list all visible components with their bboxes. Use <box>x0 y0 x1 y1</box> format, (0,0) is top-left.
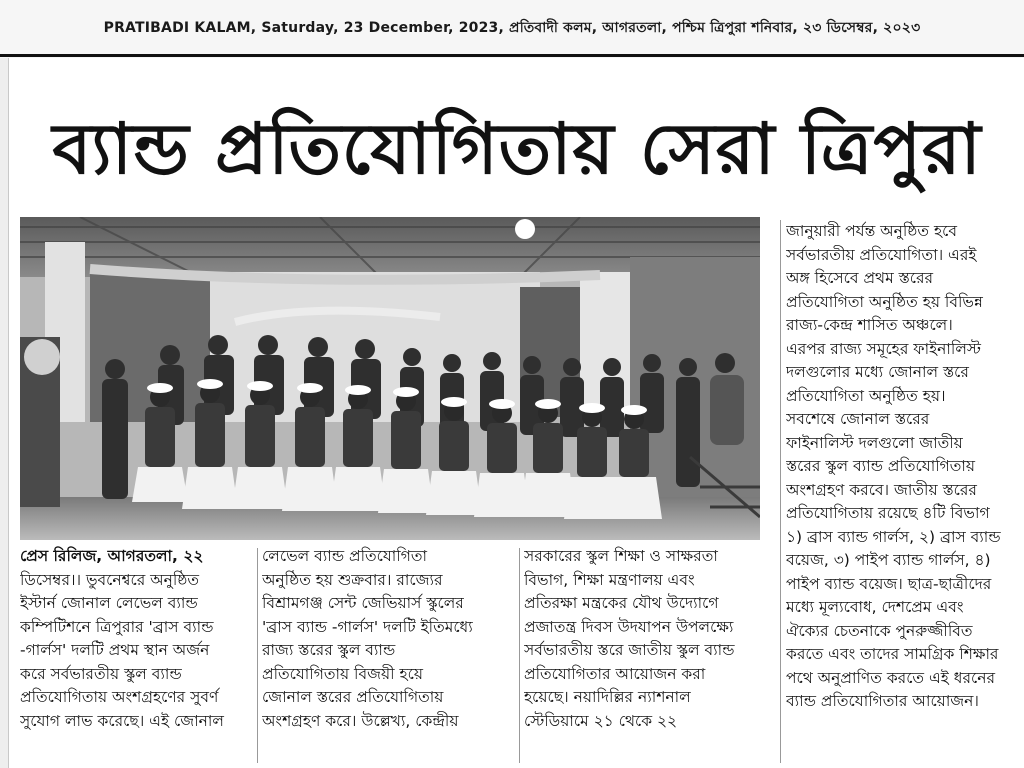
column-divider <box>257 548 258 763</box>
column-line: দলগুলোর মধ্যে জোনাল স্তরে <box>786 363 969 381</box>
news-photo <box>20 217 760 540</box>
article-column-1 <box>20 545 254 765</box>
column-line: প্রতিযোগিতায় অংশগ্রহণের সুবর্ণ <box>20 688 219 706</box>
column-line: অনুষ্ঠিত হয় শুক্রবার। রাজ্যের <box>262 570 443 589</box>
column-line: অংশগ্রহণ করে। উল্লেখ্য, কেন্দ্রীয় <box>262 711 459 730</box>
column-line: অঙ্গ হিসেবে প্রথম স্তরের <box>786 269 934 287</box>
column-line: রাজ্য-কেন্দ্র শাসিত অঞ্চলে। <box>786 316 953 334</box>
article-column-2 <box>262 545 516 765</box>
column-line: ব্যান্ড প্রতিযোগিতার আয়োজন। <box>786 692 979 710</box>
column-line: সর্বভারতীয় স্তরে জাতীয় স্কুল ব্যান্ড <box>524 641 735 659</box>
column-line: প্রজাতন্ত্র দিবস উদযাপন উপলক্ষ্যে <box>524 617 734 636</box>
column-line: বয়েজ, ৩) পাইপ ব্যান্ড গার্লস, ৪) <box>786 551 991 569</box>
column-line: হয়েছে। নয়াদিল্লির ন্যাশনাল <box>524 688 691 706</box>
column-line: অংশগ্রহণ করবে। জাতীয় স্তরের <box>786 480 977 499</box>
column-line: রাজ্য স্তরের স্কুল ব্যান্ড <box>262 641 396 659</box>
column-line: প্রতিযোগিতায় বিজয়ী হয়ে <box>262 664 423 683</box>
column-line: এরপর রাজ্য সমূহের ফাইনালিস্ট <box>786 339 981 358</box>
column-line: প্রতিযোগিতার আয়োজন করা <box>524 664 706 683</box>
column-line: 'ব্রাস ব্যান্ড -গার্লস' দলটি ইতিমধ্যে <box>262 617 473 636</box>
column-line: বিভাগ, শিক্ষা মন্ত্রণালয় এবং <box>524 570 695 589</box>
page-left-edge <box>0 58 9 768</box>
column-divider <box>519 548 520 763</box>
masthead-rule <box>0 54 1024 57</box>
news-photo-illustration <box>20 217 760 540</box>
masthead <box>0 0 1024 58</box>
column-line: সবশেষে জোনাল স্তরের <box>786 410 930 428</box>
column-line: পথে অনুপ্রাণিত করতে এই ধরনের <box>786 668 995 687</box>
headline: ব্যান্ড প্রতিযোগিতায় সেরা ত্রিপুরা <box>52 108 982 190</box>
column-line: ডিসেম্বর।। ভুবনেশ্বরে অনুষ্ঠিত <box>20 570 200 589</box>
column-line: ১) ব্রাস ব্যান্ড গার্লস, ২) ব্রাস ব্যান্ড <box>786 527 1001 546</box>
column-line: জোনাল স্তরের প্রতিযোগিতায় <box>262 688 444 706</box>
column-line: -গার্লস' দলটি প্রথম স্থান অর্জন <box>20 641 210 659</box>
column-line: করে সর্বভারতীয় স্কুল ব্যান্ড <box>20 664 182 683</box>
column-line: কম্পিটিশনে ত্রিপুরার 'ব্রাস ব্যান্ড <box>20 617 214 636</box>
column-line: স্তরের স্কুল ব্যান্ড প্রতিযোগিতায় <box>786 457 976 475</box>
column-line: প্রতিযোগিতা অনুষ্ঠিত হয়। <box>786 386 946 405</box>
column-line: লেভেল ব্যান্ড প্রতিযোগিতা <box>262 547 428 565</box>
column-line: প্রতিরক্ষা মন্ত্রকের যৌথ উদ্যোগে <box>524 594 719 612</box>
column-divider <box>780 220 781 763</box>
article-column-3 <box>524 545 776 765</box>
column-line: প্রতিযোগিতায় রয়েছে ৪টি বিভাগ <box>786 504 990 522</box>
column-line: ফাইনালিস্ট দলগুলো জাতীয় <box>786 433 963 452</box>
column-line: সর্বভারতীয় প্রতিযোগিতা। এরই <box>786 245 977 264</box>
column-line: বিশ্রামগঞ্জ সেন্ট জেভিয়ার্স স্কুলের <box>262 594 464 612</box>
column-line: স্টেডিয়ামে ২১ থেকে ২২ <box>524 711 678 730</box>
photo-light <box>515 219 535 239</box>
column-line: জানুয়ারী পর্যন্ত অনুষ্ঠিত হবে <box>786 222 957 240</box>
column-line: পাইপ ব্যান্ড বয়েজ। ছাত্র-ছাত্রীদের <box>786 574 992 593</box>
article-column-right <box>786 220 1012 760</box>
column-line: ঐক্যের চেতনাকে পুনরুজ্জীবিত <box>786 621 973 640</box>
column-line: সরকারের স্কুল শিক্ষা ও সাক্ষরতা <box>524 547 718 565</box>
column-line: ইস্টার্ন জোনাল লেভেল ব্যান্ড <box>20 594 198 612</box>
column-line: প্রতিযোগিতা অনুষ্ঠিত হয় বিভিন্ন <box>786 292 983 311</box>
masthead-text: PRATIBADI KALAM, Saturday, 23 December, 2023, প্রতিবাদী কলম, আগরতলা, পশ্চিম ত্রিপুরা শনিবার, ২৩ ডিসেম্বর, ২০২৩ <box>103 20 921 36</box>
column-line: সুযোগ লাভ করেছে। এই জোনাল <box>20 711 224 730</box>
dateline: প্রেস রিলিজ, আগরতলা, ২২ <box>20 547 204 565</box>
column-line: মধ্যে মূল্যবোধ, দেশপ্রেম এবং <box>786 598 964 616</box>
column-line: করতে এবং তাদের সামগ্রিক শিক্ষার <box>786 645 999 663</box>
